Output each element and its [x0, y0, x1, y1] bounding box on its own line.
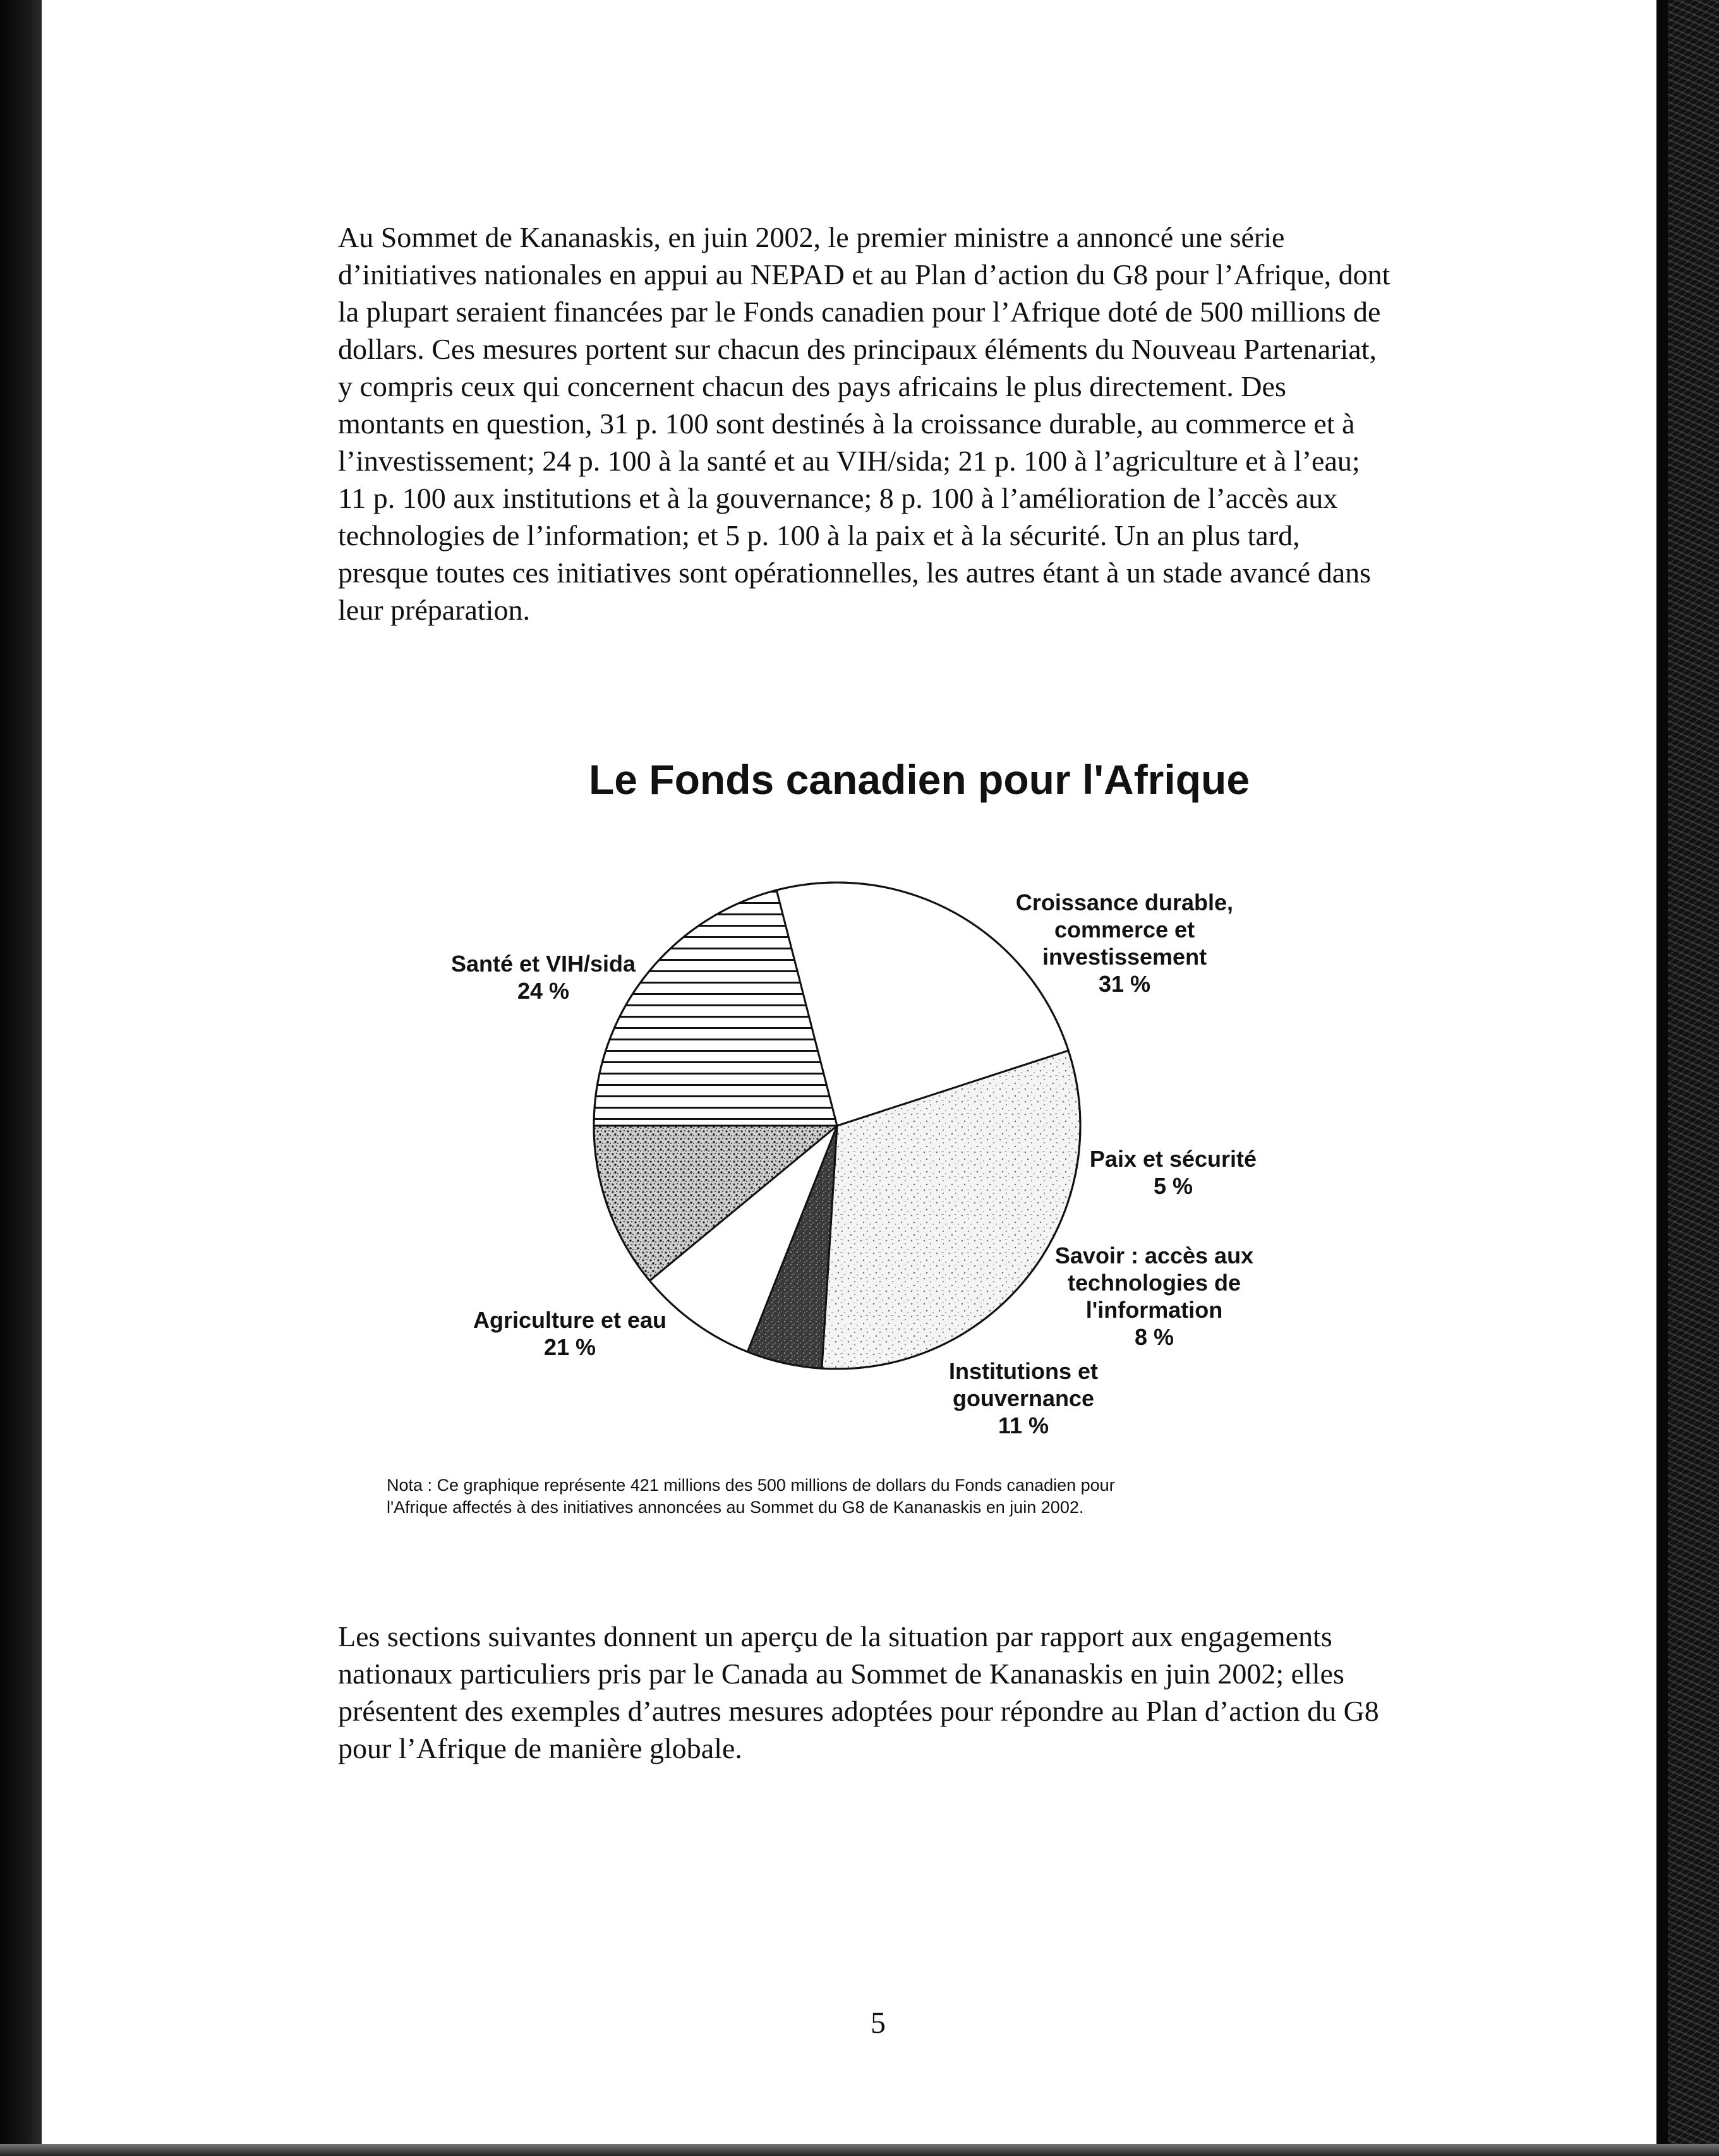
slice-value-label: 24 %	[517, 978, 570, 1004]
pie-chart	[392, 834, 1339, 1453]
slice-label-line: investissement	[1042, 944, 1207, 970]
slice-value-label: 5 %	[1153, 1173, 1193, 1199]
chart-note-line: Nota : Ce graphique représente 421 millions des 500 millions de dollars du Fonds canadien pour	[387, 1476, 1115, 1495]
intro-paragraph: Au Sommet de Kananaskis, en juin 2002, le premier ministre a annoncé une série d’initiatives nationales en appui au NEPAD et au Plan d’action du G8 pour l’Afrique, dont la plupart seraient financées par le Fonds canadien pour l’Afrique doté de 500 millions de dollars. Ces mesures portent sur chacun des principaux éléments du Nouveau Partenariat, y compris ceux qui concernent chacun des pays africains le plus directement. Des montants en question, 31 p. 100 sont destinés à la croissance durable, au commerce et à l’investissement; 24 p. 100 à la santé et au VIH/sida; 21 p. 100 à l’agriculture et à l’eau; 11 p. 100 aux institutions et à la gouvernance; 8 p. 100 à l’amélioration de l’accès aux technologies de l’information; et 5 p. 100 à la paix et à la sécurité. Un an plus tard, presque toutes ces initiatives sont opérationnelles, les autres étant à un stade avancé dans leur préparation.	[338, 221, 1390, 626]
closing-paragraph: Les sections suivantes donnent un aperçu de la situation par rapport aux engagements nationaux particuliers pris par le Canada au Sommet de Kananaskis en juin 2002; elles présentent des exemples d’autres mesures adoptées pour répondre au Plan d’action du G8 pour l’Afrique de manière globale.	[338, 1620, 1379, 1764]
scan-edge-right	[1668, 0, 1719, 2156]
slice-label	[1016, 889, 1233, 997]
slice-label	[451, 951, 636, 1004]
slice-label	[1090, 1146, 1257, 1199]
page-number: 5	[871, 2006, 886, 2040]
slice-label-line: commerce et	[1054, 917, 1195, 942]
slice-label-line: Savoir : accès aux	[1054, 1243, 1254, 1268]
slice-label-line: Croissance durable,	[1015, 889, 1234, 915]
slice-value-label: 8 %	[1134, 1324, 1174, 1350]
scan-edge-left	[0, 0, 42, 2156]
slice-label-line: technologies de	[1067, 1270, 1241, 1296]
slice-label	[1055, 1243, 1253, 1350]
slice-label-line: l'information	[1085, 1297, 1223, 1323]
slice-label-line: Santé et VIH/sida	[450, 951, 636, 977]
slice-label-line: Agriculture et eau	[473, 1307, 667, 1333]
slice-value-label: 11 %	[998, 1412, 1049, 1438]
slice-label	[949, 1358, 1098, 1438]
slice-label-line: Paix et sécurité	[1089, 1146, 1257, 1172]
chart-note-line: l'Afrique affectés à des initiatives annoncées au Sommet du G8 de Kananaskis en juin 2002.	[387, 1498, 1084, 1517]
chart-title: Le Fonds canadien pour l'Afrique	[588, 756, 1250, 803]
slice-label	[473, 1307, 666, 1360]
pie-slices	[594, 882, 1080, 1369]
scan-edge-right-inner	[1656, 0, 1668, 2156]
slice-label-line: Institutions et	[949, 1358, 1098, 1384]
scan-edge-bottom	[0, 2144, 1719, 2156]
chart-note	[387, 1474, 1347, 1519]
slice-label-line: gouvernance	[952, 1385, 1095, 1411]
slice-value-label: 21 %	[543, 1334, 596, 1360]
slice-value-label: 31 %	[1098, 971, 1151, 997]
